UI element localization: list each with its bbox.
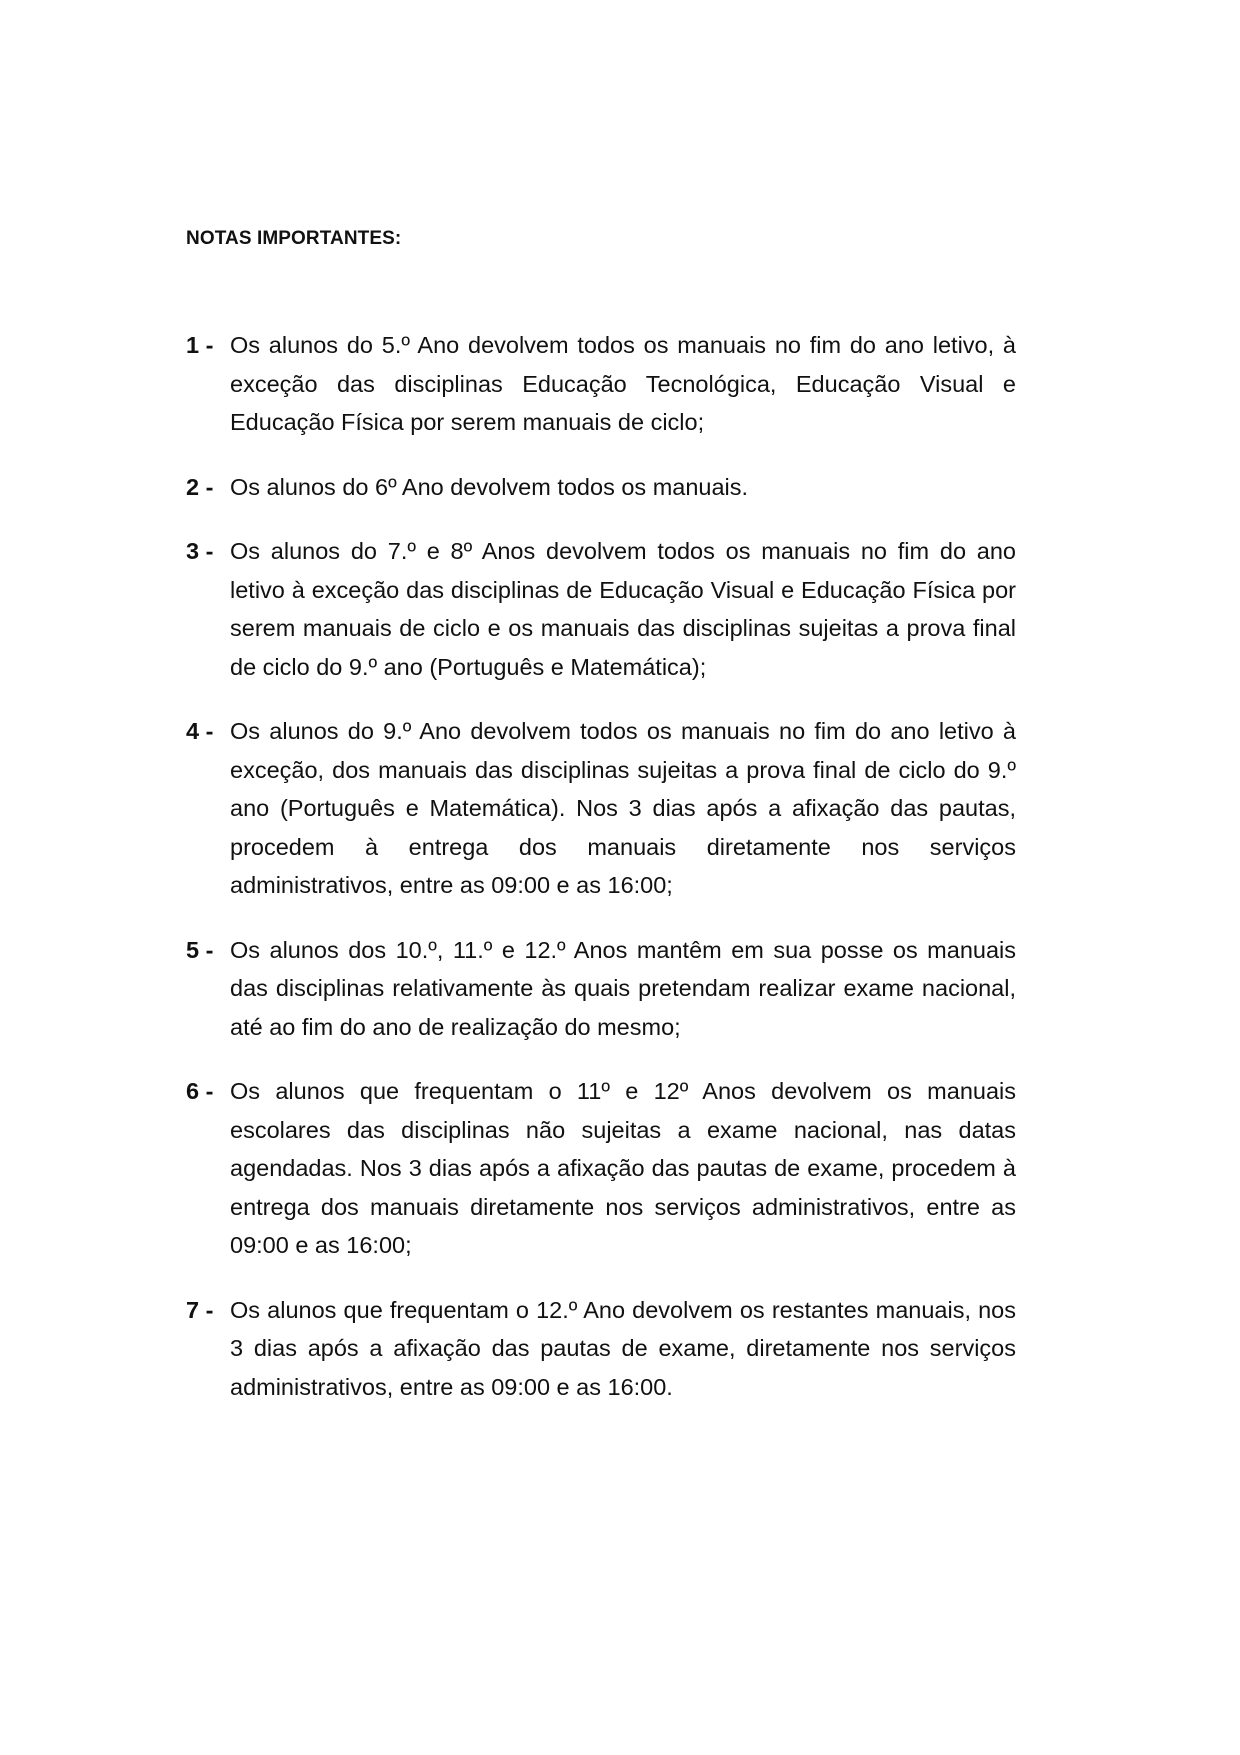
note-number: 3 - — [186, 538, 214, 564]
note-item-7 — [186, 1291, 1016, 1407]
note-number: 5 - — [186, 936, 214, 963]
note-text: Os alunos do 5.º Ano devolvem todos os manuais no fim do ano letivo, à exceção das disciplinas Educação Tecnológica, Educação Visual e Educação Física por serem manuais de ciclo; — [230, 332, 1016, 435]
note-number: 1 - — [186, 332, 214, 358]
note-number: 6 - — [186, 1078, 214, 1104]
note-item-1 — [186, 326, 1016, 442]
note-item-2 — [186, 468, 1016, 507]
note-number: 4 - — [186, 718, 214, 744]
note-item-6 — [186, 1072, 1016, 1265]
page-heading: NOTAS IMPORTANTES: — [186, 228, 402, 249]
note-number: 7 - — [186, 1296, 214, 1323]
note-item-4 — [186, 712, 1016, 905]
note-text: Os alunos do 7.º e 8º Anos devolvem todos os manuais no fim do ano letivo à exceção das disciplinas de Educação Visual e Educação Física por serem manuais de ciclo e os manuais das disciplinas sujeitas a prova final de ciclo do 9.º ano (Português e Matemática); — [230, 538, 1016, 680]
note-text: Os alunos que frequentam o 12.º Ano devolvem os restantes manuais, nos 3 dias após a afixação das pautas de exame, diretamente nos serviços administrativos, entre as 09:00 e as 16:00. — [230, 1296, 1016, 1400]
note-number: 2 - — [186, 473, 214, 500]
notes-list — [186, 326, 1016, 1432]
note-text: Os alunos do 9.º Ano devolvem todos os manuais no fim do ano letivo à exceção, dos manuais das disciplinas sujeitas a prova final de ciclo do 9.º ano (Português e Matemática). Nos 3 dias após a afixação das pautas, procedem à entrega dos manuais diretamente nos serviços administrativos, entre as 09:00 e as 16:00; — [230, 718, 1016, 898]
note-text: Os alunos dos 10.º, 11.º e 12.º Anos mantêm em sua posse os manuais das disciplinas relativamente às quais pretendam realizar exame nacional, até ao fim do ano de realização do mesmo; — [230, 936, 1016, 1040]
note-text: Os alunos do 6º Ano devolvem todos os manuais. — [230, 473, 749, 500]
note-item-3 — [186, 532, 1016, 686]
note-item-5 — [186, 931, 1016, 1047]
note-text: Os alunos que frequentam o 11º e 12º Anos devolvem os manuais escolares das disciplinas não sujeitas a exame nacional, nas datas agendadas. Nos 3 dias após a afixação das pautas de exame, procedem à entrega dos manuais diretamente nos serviços administrativos, entre as 09:00 e as 16:00; — [230, 1078, 1016, 1258]
